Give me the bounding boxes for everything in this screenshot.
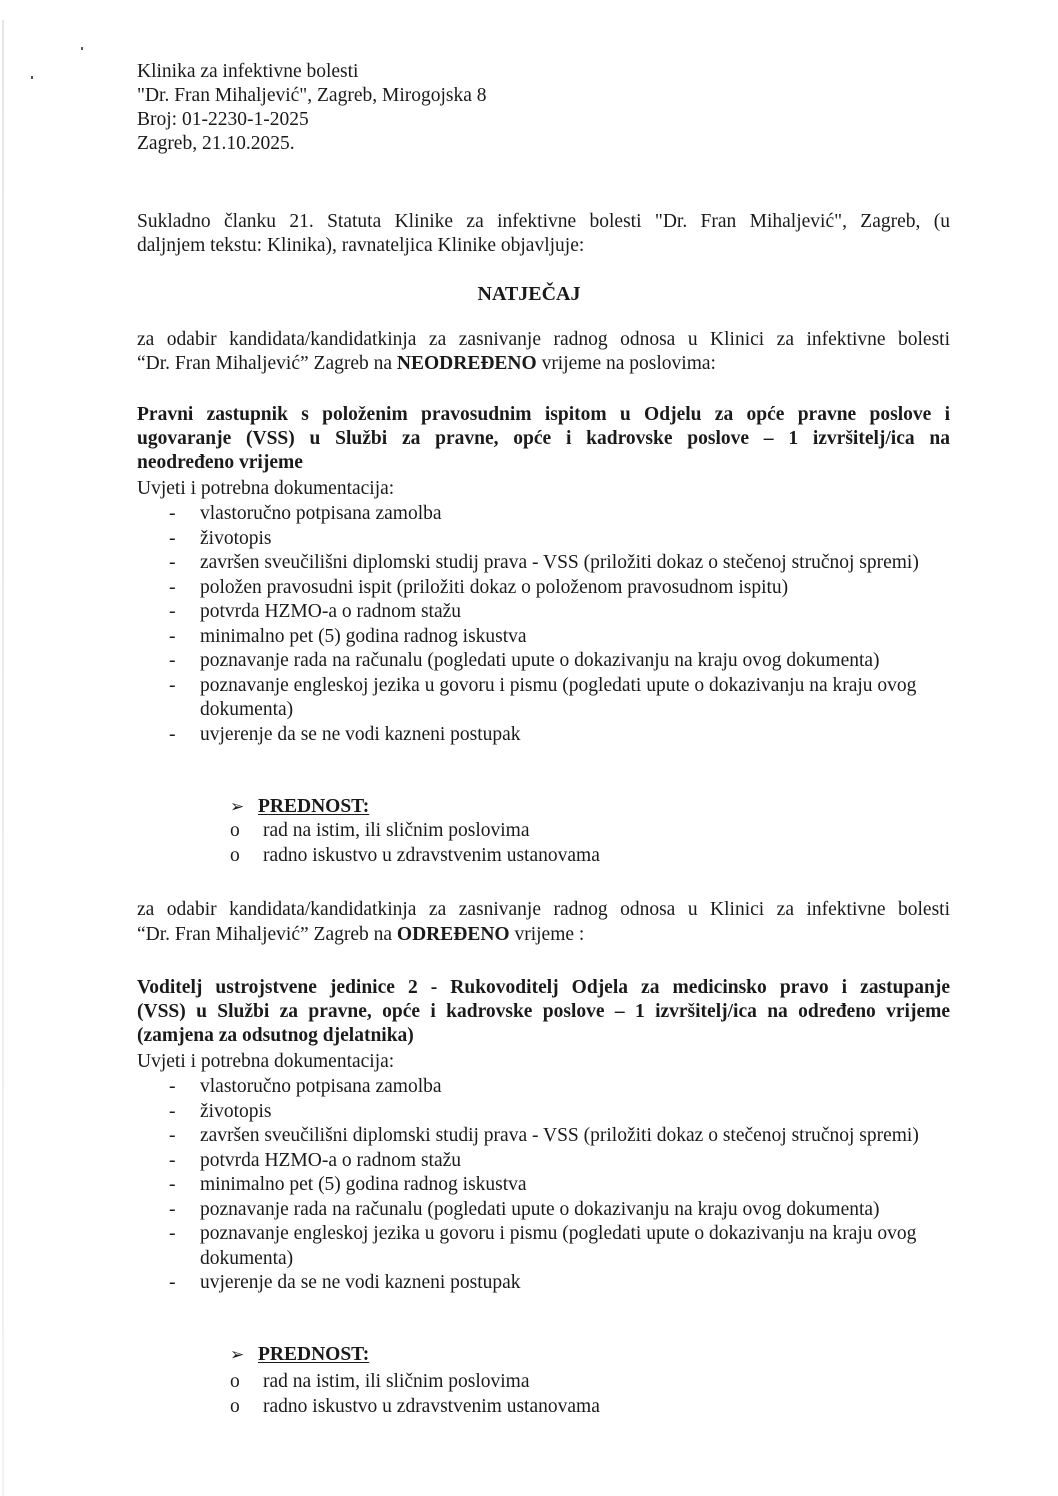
section1-advantage-list: [230, 819, 600, 868]
section2-advantage-list: [230, 1370, 600, 1419]
requirement-item: - životopis: [137, 1100, 952, 1125]
dash-bullet-icon: -: [169, 1125, 176, 1146]
scan-speck: [81, 47, 83, 50]
place-date: Zagreb, 21.10.2025.: [137, 133, 295, 154]
job-title-line: Voditelj ustrojstvene jedinice 2 - Rukovoditelj Odjela za medicinsko pravo i zastupanje: [137, 977, 950, 998]
job-title-line: neodređeno vrijeme: [137, 452, 303, 473]
requirement-item: - minimalno pet (5) godina radnog iskustva: [137, 625, 952, 650]
lead-text: vrijeme :: [509, 924, 585, 945]
scan-edge-artifact: [2, 20, 4, 1496]
job-title-line: ugovaranje (VSS) u Službi za pravne, opće i kadrovske poslove – 1 izvršitelj/ica na: [137, 428, 950, 449]
advantage-item: o radno iskustvo u zdravstvenim ustanovama: [230, 844, 600, 869]
employment-type-indefinite: NEODREĐENO: [396, 353, 537, 374]
requirement-item: - završen sveučilišni diplomski studij prava - VSS (priložiti dokaz o stečenoj stručnoj spremi): [137, 1124, 952, 1149]
dash-bullet-icon: -: [169, 625, 176, 647]
section1-lead-line-1: za odabir kandidata/kandidatkinja za zasnivanje radnog odnosa u Klinici za infektivne bolesti: [137, 329, 950, 350]
section2-requirements-list: [137, 1075, 952, 1296]
section2-lead-line-1: za odabir kandidata/kandidatkinja za zasnivanje radnog odnosa u Klinici za infektivne bolesti: [137, 899, 950, 920]
institution-address: "Dr. Fran Mihaljević", Zagreb, Mirogojska 8: [137, 85, 487, 106]
dash-bullet-icon: -: [169, 503, 176, 524]
arrow-bullet-icon: ➢: [230, 1345, 245, 1364]
circle-bullet-icon: o: [230, 820, 240, 841]
reference-number: Broj: 01-2230-1-2025: [137, 109, 309, 130]
section1-requirements-label: Uvjeti i potrebna dokumentacija:: [137, 478, 395, 499]
section1-job-title: [137, 403, 950, 475]
intro-line-2: daljnjem tekstu: Klinika), ravnateljica Klinike objavljuje:: [137, 235, 585, 256]
requirement-item: - poznavanje rada na računalu (pogledati upute o dokazivanju na kraju ovog dokumenta): [137, 1198, 952, 1223]
arrow-bullet-icon: ➢: [230, 797, 245, 816]
requirement-item: - položen pravosudni ispit (priložiti dokaz o položenom pravosudnom ispitu): [137, 576, 952, 601]
job-title-line: (zamjena za odsutnog djelatnika): [137, 1025, 414, 1046]
requirement-item: - uvjerenje da se ne vodi kazneni postupak: [137, 723, 952, 748]
lead-text: vrijeme na poslovima:: [536, 353, 716, 374]
dash-bullet-icon: -: [169, 576, 176, 598]
institution-name: Klinika za infektivne bolesti: [137, 61, 359, 82]
dash-bullet-icon: -: [169, 1149, 176, 1171]
circle-bullet-icon: o: [230, 1395, 240, 1417]
dash-bullet-icon: -: [169, 674, 176, 696]
dash-bullet-icon: -: [169, 1076, 176, 1097]
job-title-line: (VSS) u Službi za pravne, opće i kadrovske poslove – 1 izvršitelj/ica na određeno vrijeme: [137, 1001, 950, 1022]
dash-bullet-icon: -: [169, 650, 176, 671]
section2-requirements-label: Uvjeti i potrebna dokumentacija:: [137, 1051, 395, 1072]
requirement-item: - potvrda HZMO-a o radnom stažu: [137, 600, 952, 625]
requirement-item: - vlastoručno potpisana zamolba: [137, 1075, 952, 1100]
requirement-item: - poznavanje engleskoj jezika u govoru i pismu (pogledati upute o dokazivanju na kraju ovog dokumenta): [169, 674, 917, 720]
dash-bullet-icon: -: [169, 552, 176, 573]
requirement-item: - potvrda HZMO-a o radnom stažu: [137, 1149, 952, 1174]
requirement-item: - vlastoručno potpisana zamolba: [137, 502, 952, 527]
document-title: NATJEČAJ: [477, 283, 581, 305]
scan-speck: [31, 76, 33, 79]
circle-bullet-icon: o: [230, 844, 240, 866]
dash-bullet-icon: -: [169, 1174, 176, 1195]
requirement-item: - minimalno pet (5) godina radnog iskustva: [137, 1173, 952, 1198]
advantage-item: o radno iskustvo u zdravstvenim ustanovama: [230, 1395, 600, 1420]
lead-text: “Dr. Fran Mihaljević” Zagreb na: [137, 924, 397, 945]
dash-bullet-icon: -: [169, 1272, 176, 1293]
section2-lead-line-2: [137, 923, 584, 947]
section1-requirements-list: [137, 502, 952, 747]
advantage-item: o rad na istim, ili sličnim poslovima: [230, 1370, 600, 1395]
requirement-item: - završen sveučilišni diplomski studij prava - VSS (priložiti dokaz o stečenoj stručnoj spremi): [137, 551, 952, 576]
letterhead: [137, 60, 487, 156]
employment-type-fixed: ODREĐENO: [396, 924, 510, 945]
requirement-item: - poznavanje engleskoj jezika u govoru i pismu (pogledati upute o dokazivanju na kraju ovog dokumenta): [169, 1223, 917, 1269]
lead-text: “Dr. Fran Mihaljević” Zagreb na: [137, 353, 397, 374]
dash-bullet-icon: -: [169, 1198, 176, 1220]
section1-lead-line-2: [137, 352, 716, 376]
requirement-item: - uvjerenje da se ne vodi kazneni postupak: [137, 1271, 952, 1296]
advantage-label: PREDNOST:: [258, 1344, 370, 1365]
advantage-item: o rad na istim, ili sličnim poslovima: [230, 819, 600, 844]
job-title-line: Pravni zastupnik s položenim pravosudnim ispitom u Odjelu za opće pravne poslove i: [137, 404, 950, 425]
section2-job-title: [137, 976, 950, 1048]
dash-bullet-icon: -: [169, 527, 176, 549]
dash-bullet-icon: -: [169, 723, 176, 745]
section2-advantage-heading: [230, 1343, 369, 1367]
dash-bullet-icon: -: [169, 1223, 176, 1244]
requirement-item: - životopis: [137, 527, 952, 552]
requirement-item: - poznavanje rada na računalu (pogledati upute o dokazivanju na kraju ovog dokumenta): [137, 649, 952, 674]
section1-advantage-heading: [230, 795, 369, 819]
dash-bullet-icon: -: [169, 1100, 176, 1122]
dash-bullet-icon: -: [169, 601, 176, 622]
advantage-label: PREDNOST:: [258, 796, 370, 817]
circle-bullet-icon: o: [230, 1371, 240, 1392]
intro-line-1: Sukladno članku 21. Statuta Klinike za infektivne bolesti "Dr. Fran Mihaljević", Zagreb, (u: [137, 211, 950, 232]
